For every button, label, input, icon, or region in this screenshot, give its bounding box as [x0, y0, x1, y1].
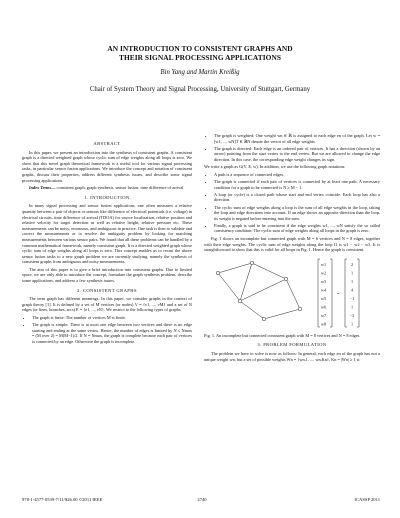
consistent-graphs-intro: The term graph has different meanings. In this paper, we consider graphs in the context of graph theory [1]. It is defined by a set of M vertices (or nodes) V = {v1, ..., vM} and a set of N edges (or lines, branches, arcs) E = {e1, ..., eN}. We restrict to the following types of graphs. — [22, 296, 192, 313]
figure-1-caption: Fig. 1. An incomplete but connected consistent graph with M = 8 vertices and N = 8 edges. — [204, 332, 361, 338]
vector-label: w5 — [321, 295, 327, 301]
index-terms — [22, 185, 192, 191]
graph-edge — [218, 263, 252, 273]
notation-item: • The cyclic sum of edge weights along a loop is the sum of all edge weights in the loop, taking the loop and edge directions into account. If an edge shows an opposite direction than the loop, its weight is negated before entering into the sum. — [214, 205, 380, 222]
footer-conference: ICASSP 2011 — [354, 497, 380, 502]
graph-edge — [240, 263, 252, 301]
graph-type-item: • The graph is finite: The number of vertices M is finite. — [32, 315, 192, 321]
values-right-bracket — [357, 259, 359, 327]
graph-vertex — [284, 277, 288, 281]
vector-value: 1 — [350, 270, 354, 276]
introduction-paragraph-1: In many signal processing and sensor fusion applications, one often measures a relative quantity between a pair of objects or sensors like difference of electrical potentials (i.e. voltage) in electrical circuits, time difference of arrival (TDOA) for source localization, relative position and relative velocity for target detection as well as relative height, relative pressure etc. These measurements can be noisy, erroneous, and ambiguous in practice. One task is then to validate and correct the measurements or to resolve the ambiguity problem by looking for matching measurements between various sensor pairs. We found that all these problems can be handled by a common mathematical framework, namely consistent graph. It is a directed weighted graph whose cyclic sum of edge weights along all loops is zero. This concept enables us to recast the above sensor fusion tasks to a new graph problem we are currently studying, namely the synthesis of consistent graphs from ambiguous and noisy measurements. — [22, 203, 192, 265]
graph-vertex — [216, 271, 220, 275]
introduction-heading: 1. INTRODUCTION — [84, 194, 130, 200]
figure-1 — [204, 255, 380, 331]
footer-copyright: 978-1-4577-0539-7/11/$26.00 ©2011 IEEE — [22, 497, 103, 502]
vector-value: 1 — [350, 321, 354, 327]
vector-value: 2 — [350, 261, 354, 267]
vector-equals: = — [337, 290, 340, 296]
vector-label: w7 — [321, 312, 327, 318]
notation-item: • A loop (or cycle) is a closed path whose start and end vertex coincide. Each loop has also a direction. — [214, 192, 380, 203]
weight-vector — [318, 259, 359, 327]
introduction-paragraph-2: The aim of this paper is to give a brief introduction into consistent graphs. Due to limited space, we are only able to introduce the concept, formulate the graph synthesis problem, describe some applications, and address a few synthesis issues. — [22, 266, 192, 284]
affiliation: Chair of System Theory and Signal Processing, University of Stuttgart, Germany — [89, 86, 311, 93]
vector-label: w8 — [321, 321, 327, 327]
vector-value: −1 — [349, 295, 355, 301]
vector-label: w6 — [321, 304, 327, 310]
notation-item: • A path is a sequence of connected edges. — [214, 172, 380, 178]
vector-value: 1 — [350, 304, 354, 310]
graph-vertex — [262, 317, 266, 321]
vector-value: 1 — [350, 278, 354, 284]
graph-edge — [218, 273, 240, 301]
graph-edge — [286, 279, 300, 309]
graph-notation-list — [204, 172, 380, 234]
vector-value: −3 — [349, 312, 355, 318]
index-terms-text: consistent graph, graph synthesis, sensor fusion, time difference of arrival — [55, 185, 184, 191]
index-terms-label: Index Terms— — [29, 185, 56, 191]
vector-label: w3 — [321, 278, 327, 284]
vector-right-bracket — [330, 259, 332, 327]
graph-type-item: • The graph is simple: There is at most one edge between two vertices and there is no edge starting and ending at the same vertex. Hence, the number of edges is limited by N ≤ Nmax = (M over 2) = M(M−1)/2. If N = Nmax, the graph is complete because each pair of vertices is connected by an edge. Otherwise the graph is incomplete. — [32, 322, 192, 344]
problem-formulation-heading: 3. PROBLEM FORMULATION — [257, 342, 327, 348]
graph-vertex — [250, 261, 254, 265]
graph-edge — [240, 301, 264, 319]
graph-type-list — [22, 315, 192, 344]
graph-edge — [252, 263, 286, 279]
graph-edge — [264, 309, 300, 319]
graph-vertex — [238, 299, 242, 303]
notation-item: • Finally, a graph is said to be consistent if the edge weights w1, ..., wN satisfy the so called consistency condition: The cyclic sum of edge weights along all loops in the graph is zero. — [214, 223, 380, 234]
consistent-graphs-heading: 2. CONSISTENT GRAPHS — [77, 287, 137, 293]
vector-value: 4 — [350, 287, 354, 293]
footer-page-number: 2740 — [197, 497, 207, 502]
title-line-1: AN INTRODUCTION TO CONSISTENT GRAPHS AND — [107, 44, 293, 53]
problem-formulation-paragraph: The problem we have to solve is now as follows: In general, each edge en of the graph has not a unique weight wn, but a set of possible weights Wn = {wn,1, ..., wn,Kn}, Kn = |Wn| ≥ 1 is — [204, 350, 380, 362]
left-column — [22, 137, 192, 347]
authors: Bin Yang and Martin Kreißig — [160, 69, 240, 76]
abstract-text: In this paper, we present an introduction into the synthesis of consistent graphs. A consistent graph is a directed weighted graph whose cyclic sum of edge weights along all loops is zero. We show that this novel graph theoretical framework is a useful tool for various signal processing tasks, in particular sensor fusion applications. We introduce the concept and notation of consistent graphs, discuss their properties, address different synthesis issues, and describe some signal processing applications. — [22, 149, 192, 183]
figure-1-paragraph: Fig. 1 shows an incomplete but connected graph with M = 6 vertices and N = 8 edges, together with their edge weights. The cyclic sum of edge weights along the loop l1 is w1 − w2 − w3. It is straightforward to show that this is valid for all loops in Fig. 1. Hence the graph is consistent. — [204, 236, 380, 253]
vector-label: w4 — [321, 287, 327, 293]
values-left-bracket — [345, 259, 347, 327]
vector-label: w1 — [321, 261, 327, 267]
paper-title — [40, 44, 360, 62]
figure-1-graph — [204, 255, 380, 331]
graph-type-item: • The graph is directed: Each edge is an ordered pair of vertices. It has a direction (shown by an arrow) pointing from the start vertex to the end vertex. But we are allowed to change the edge direction. In this case, the corresponding edge weight changes its sign. — [214, 146, 380, 163]
graph-type-item: • The graph is weighted: One weight wn ∈ ℝ is assigned to each edge en of the graph. Let w = [w1, ..., wN]T ∈ ℝN denote the vector of all edge weights. — [214, 133, 380, 144]
right-column — [204, 133, 380, 364]
notation-item: • The graph is connected if each pair of vertices is connected by at least one path. A necessary condition for a graph to be connected is N ≥ M − 1. — [214, 179, 380, 190]
graph-type-list-continued — [204, 133, 380, 162]
title-line-2: THEIR SIGNAL PROCESSING APPLICATIONS — [118, 53, 282, 62]
vector-label: w2 — [321, 270, 327, 276]
vector-left-bracket — [318, 259, 320, 327]
abstract-heading: ABSTRACT — [93, 141, 121, 146]
notation-paragraph: We write a graph as G(V, E, w). In addition, we use the following graph notations: — [204, 164, 346, 170]
graph-vertex — [298, 307, 302, 311]
graph-edge — [240, 279, 286, 301]
